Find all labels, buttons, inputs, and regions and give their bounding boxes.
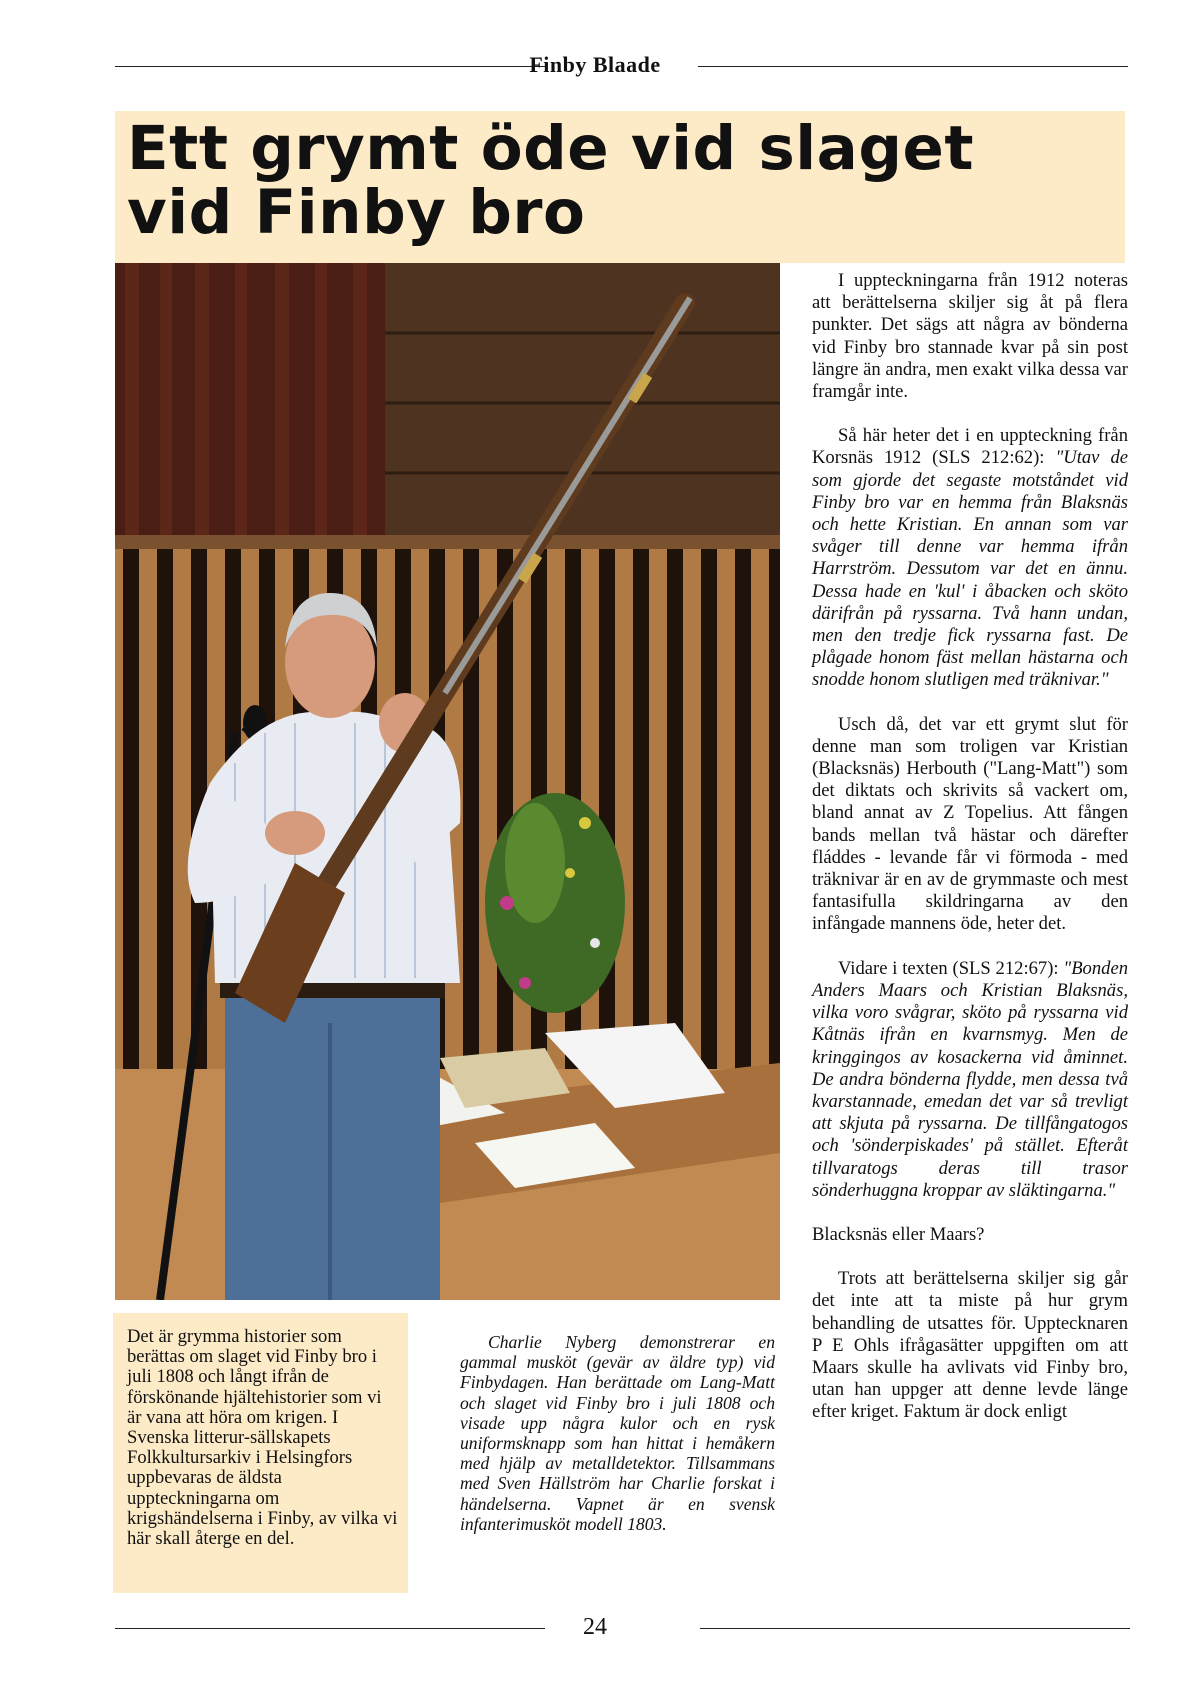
photo-caption: Charlie Nyberg demonstrerar en gammal musköt (gevär av äldre typ) vid Finbydagen. Han berättade om Lang-Matt och slaget vid Finby bro i juli 1808 och visade upp några kulor och en rysk uniformsknapp som han hittat i hemåkern med hjälp av metalldetektor. Tillsammans med Sven Hällström har Charlie forskat i händelserna. Vapnet är en svensk infanterimusköt modell 1803. [460,1332,775,1534]
intro-text: Det är grymma historier som berättas om slaget vid Finby bro i juli 1808 och långt ifrån de förskönande hjältehistorier som vi är vana att höra om krigen. I Svenska litterur-sällskapets Folkkultursarkiv i Helsingfors uppbevaras de äldsta uppteckningarna om krigshändelserna i Finby, av vilka vi här skall återge en del. [127,1326,398,1550]
headline [127,113,1027,248]
article-photo [115,263,780,1300]
article-paragraph-2 [812,425,1128,691]
header-rule-right [698,66,1128,67]
footer-rule-right [700,1628,1130,1629]
article-paragraph-4 [812,958,1128,1202]
paragraph-4-quote: "Bonden Anders Maars och Kristian Blaksnäs, vilka voro svågrar, sköto på ryssarna vid Kåtnäs ifrån en kvarnsmyg. Men de kringgingos av kosackerna vid åminnet. De andra bönderna flydde, men dessa två kvarstannade, emedan det var så trevligt att skjuta på ryssarna. De tillfångatogos och 'sönderpiskades' på stället. Efteråt tillvaratogs deras till trasor sönderhuggna kroppar av släktingarna." [812,957,1128,1201]
running-header-title: Finby Blaade [529,52,661,77]
paragraph-4-intro: Vidare i texten (SLS 212:67): [838,957,1064,979]
article-paragraph-3: Usch då, det var ett grymt slut för denne man som troligen var Kristian (Blacksnäs) Herbouth ("Lang-Matt") som det diktats och skrivits så vackert om, bland annat av Z Topelius. Att fången bands mellan två hästar och därefter fláddes - levande får vi förmoda - med träknivar är en av de grymmaste och mest fantasifulla skildringarna av den infångade mannens öde, heter det. [812,713,1128,935]
intro-box [113,1313,408,1593]
headline-line-2: vid Finby bro [127,177,586,248]
article-subheading: Blacksnäs eller Maars? [812,1223,985,1245]
paragraph-2-intro: Så här heter det i en uppteckning från Korsnäs 1912 (SLS 212:62): [812,425,1128,469]
article-column [812,270,1128,1446]
page-number: 24 [583,1614,607,1640]
headline-line-1: Ett grymt öde vid slaget [127,113,975,184]
article-paragraph-1: I uppteckningarna från 1912 noteras att berättelserna skiljer sig åt på flera punkter. Det sägs att några av bönderna vid Finby bro stannade kvar på sin post längre än andra, men exakt vilka dessa var framgår inte. [812,270,1128,403]
photo-icon [115,263,780,1300]
paragraph-2-quote: "Utav de som gjorde det segaste motståndet vid Finby bro var en hemma från Blaksnäs och hette Kristian. En annan som var svåger till denne var hemma ifrån Harrström. Dessutom var det en ännu. Dessa hade en 'kul' i åbacken och sköto därifrån på ryssarna. Två hann undan, men den tredje fick ryssarna fast. De plågade honom fäst mellan hästarna och snodde honom slutligen med träknivar." [812,447,1128,691]
article-paragraph-5: Trots att berättelserna skiljer sig går det inte att ta miste på hur grym behandling de utsattes för. Upptecknaren P E Ohls ifrågasätter uppgiften om att Maars skulle ha avlivats vid Finby bro, utan han uppger att denne levde länge efter kriget. Faktum är dock enligt [812,1268,1128,1423]
